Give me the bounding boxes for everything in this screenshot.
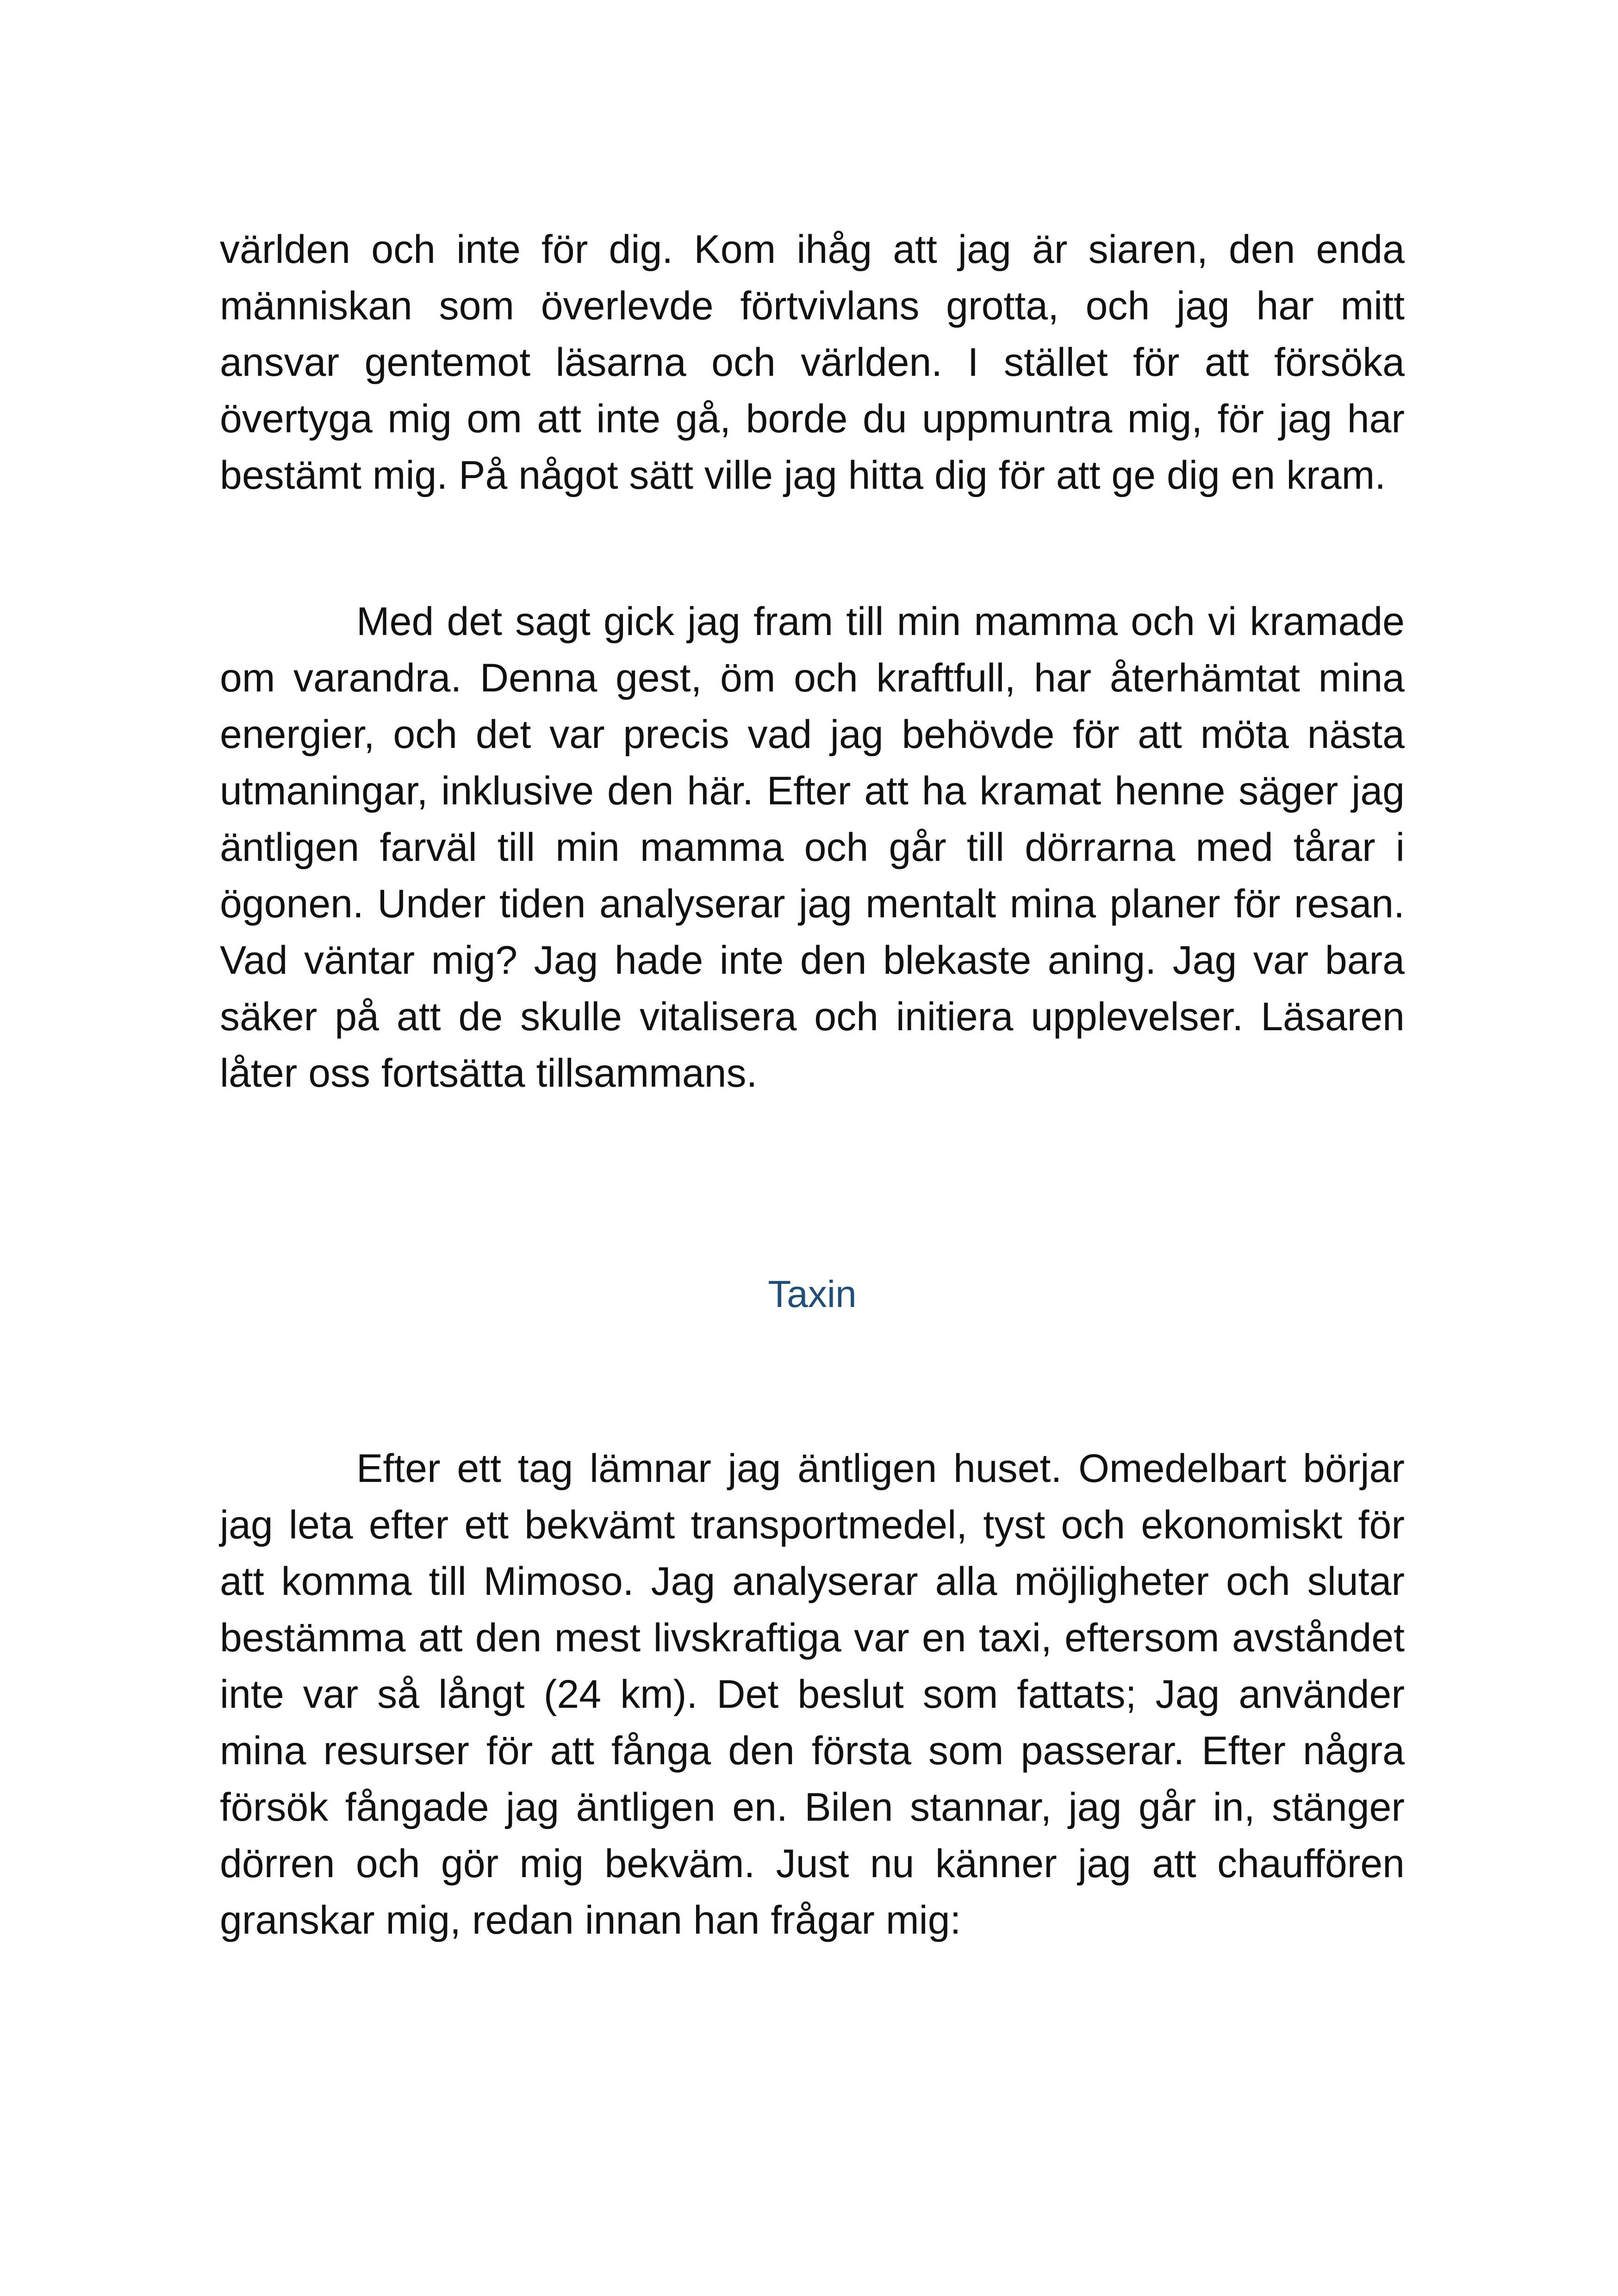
paragraph-block-3 [220,1440,1405,1948]
paragraph-3: Efter ett tag lämnar jag äntligen huset. Omedelbart börjar jag leta efter ett bekvämt transportmedel, tyst och ekonomiskt för att komma till Mimoso. Jag analyserar alla möjligheter och slutar bestämma att den mest livskraftiga var en taxi, eftersom avståndet inte var så långt (24 km). Det beslut som fattats; Jag använder mina resurser för att fånga den första som passerar. Efter några försök fångade jag äntligen en. Bilen stannar, jag går in, stänger dörren och gör mig bekväm. Just nu känner jag att chauffören granskar mig, redan innan han frågar mig: [220,1446,1405,1942]
paragraph-block-1 [220,221,1405,504]
paragraph-block-2 [220,593,1405,1101]
section-heading: Taxin [768,1273,857,1315]
paragraph-2: Med det sagt gick jag fram till min mamma och vi kramade om varandra. Denna gest, öm och kraftfull, har återhämtat mina energier, och det var precis vad jag behövde för att möta nästa utmaningar, inklusive den här. Efter att ha kramat henne säger jag äntligen farväl till min mamma och går till dörrarna med tårar i ögonen. Under tiden analyserar jag mentalt mina planer för resan. Vad väntar mig? Jag hade inte den blekaste aning. Jag var bara säker på att de skulle vitalisera och initiera upplevelser. Läsaren låter oss fortsätta tillsammans. [220,599,1405,1095]
paragraph-1: världen och inte för dig. Kom ihåg att jag är siaren, den enda människan som överlevde förtvivlans grotta, och jag har mitt ansvar gentemot läsarna och världen. I stället för att försöka övertyga mig om att inte gå, borde du uppmuntra mig, för jag har bestämt mig. På något sätt ville jag hitta dig för att ge dig en kram. [220,227,1405,498]
